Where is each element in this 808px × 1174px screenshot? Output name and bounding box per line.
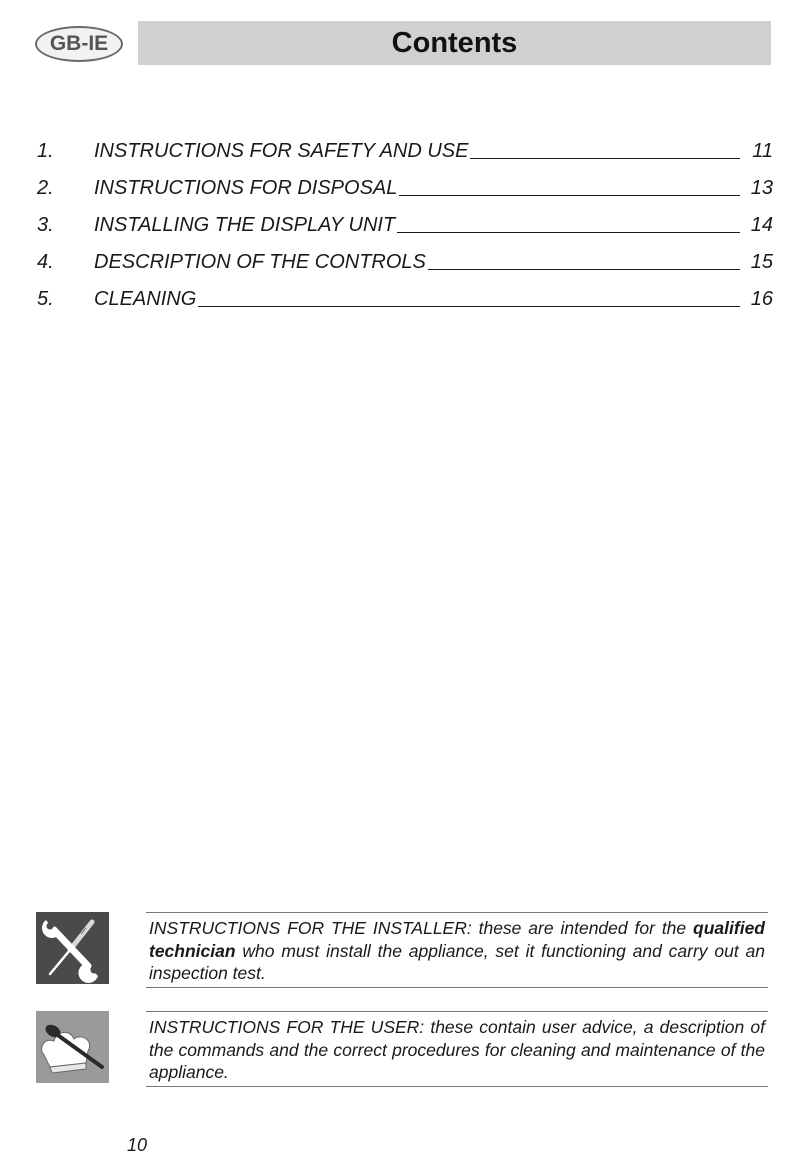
toc-page: 11 — [752, 140, 773, 162]
toc-number: 5. — [37, 288, 54, 310]
toc-page: 13 — [750, 177, 773, 199]
toc-entry-cleaning[interactable] — [37, 288, 773, 325]
table-of-contents — [37, 140, 773, 325]
toc-title: INSTRUCTIONS FOR DISPOSAL — [94, 177, 398, 199]
toc-leader — [198, 306, 740, 307]
toc-number: 2. — [37, 177, 54, 199]
installer-note-bold: qualified technician — [149, 918, 765, 961]
toc-page: 14 — [750, 214, 773, 236]
page-title: Contents — [391, 26, 518, 59]
title-bar — [138, 21, 771, 65]
user-note-text: INSTRUCTIONS FOR THE USER: these contain user advice, a description of the commands and the correct procedures for cleaning and maintenance of the appliance. — [146, 1011, 768, 1087]
user-note — [36, 1011, 768, 1089]
toc-page: 16 — [750, 288, 773, 310]
toc-leader — [470, 158, 740, 159]
toc-number: 4. — [37, 251, 54, 273]
spoon-chef-hat-icon — [36, 1011, 109, 1083]
toc-leader — [399, 195, 740, 196]
installer-note-intro: INSTRUCTIONS FOR THE INSTALLER: these are intended for the — [149, 918, 694, 938]
toc-leader — [397, 232, 740, 233]
toc-entry-installing[interactable] — [37, 214, 773, 251]
toc-title: DESCRIPTION OF THE CONTROLS — [94, 251, 426, 273]
wrench-screwdriver-icon — [36, 912, 109, 984]
page-header — [0, 0, 808, 80]
toc-page: 15 — [750, 251, 773, 273]
installer-note-text — [146, 912, 768, 988]
toc-title: CLEANING — [94, 288, 197, 310]
toc-entry-safety[interactable] — [37, 140, 773, 177]
toc-entry-disposal[interactable] — [37, 177, 773, 214]
installer-note — [36, 912, 768, 990]
page-number: 10 — [127, 1135, 148, 1155]
toc-leader — [428, 269, 740, 270]
toc-number: 3. — [37, 214, 54, 236]
toc-number: 1. — [37, 140, 54, 162]
toc-entry-controls[interactable] — [37, 251, 773, 288]
installer-note-rest: who must install the appliance, set it functioning and carry out an inspection test. — [149, 940, 765, 984]
region-badge: GB-IE — [35, 26, 123, 62]
toc-title: INSTALLING THE DISPLAY UNIT — [94, 214, 396, 236]
toc-title: INSTRUCTIONS FOR SAFETY AND USE — [94, 140, 469, 162]
